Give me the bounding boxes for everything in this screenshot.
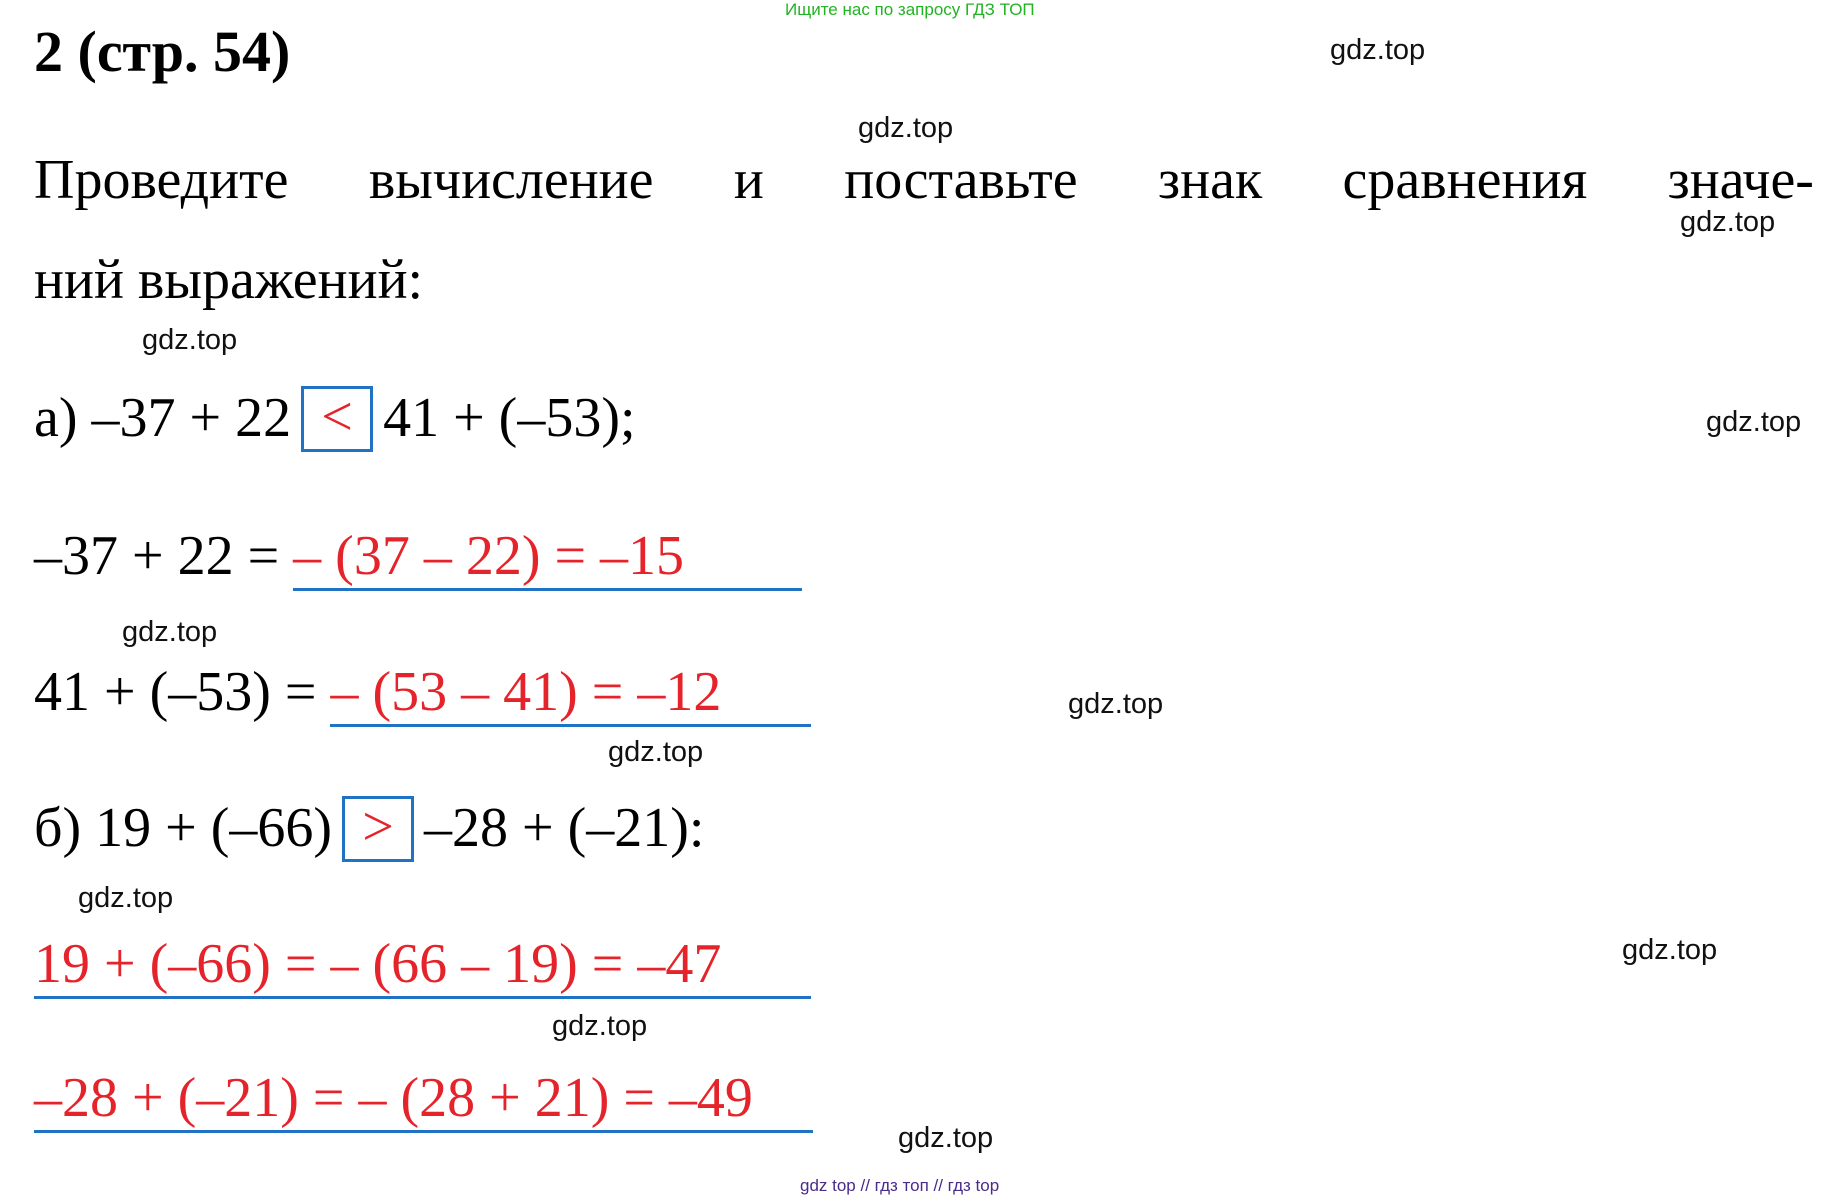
watermark: gdz.top: [552, 1010, 648, 1042]
part-b-calc-2: [34, 1066, 813, 1133]
task-line-2: ний выражений:: [34, 249, 424, 311]
part-a-statement: [34, 386, 636, 456]
watermark: gdz.top: [1680, 206, 1776, 238]
task-word: Проведите: [34, 149, 289, 211]
calc-lhs: 41 + (–53) =: [34, 661, 331, 723]
part-a-right: 41 + (–53);: [383, 387, 636, 449]
part-a-calc-2: [34, 660, 811, 727]
task-word: знак: [1158, 149, 1263, 211]
calc-answer: 19 + (–66) = – (66 – 19) = –47: [34, 932, 721, 999]
part-b-statement: [34, 796, 704, 866]
watermark: gdz.top: [78, 882, 174, 914]
calc-answer: – (53 – 41) = –12: [330, 660, 721, 727]
calc-lhs: –37 + 22 =: [34, 525, 294, 587]
calc-answer: –28 + (–21) = – (28 + 21) = –49: [34, 1066, 753, 1133]
part-a-left: а) –37 + 22: [34, 387, 292, 449]
task-word: значе-: [1667, 149, 1814, 211]
task-word: сравнения: [1342, 149, 1588, 211]
footer-links: gdz top // гдз топ // гдз top: [800, 1176, 1000, 1195]
part-b-calc-1: [34, 932, 811, 999]
watermark: gdz.top: [122, 616, 218, 648]
answer-line: [721, 668, 811, 727]
watermark: gdz.top: [1068, 688, 1164, 720]
task-word: поставьте: [844, 149, 1078, 211]
part-b-left: б) 19 + (–66): [34, 797, 333, 859]
answer-line: [721, 940, 811, 999]
task-word: вычисление: [368, 149, 654, 211]
comparison-sign-box: >: [342, 796, 414, 862]
task-word: и: [733, 149, 764, 211]
answer-line: [684, 532, 802, 591]
part-a-calc-1: [34, 524, 802, 591]
watermark: gdz.top: [858, 112, 954, 144]
page-title: 2 (стр. 54): [34, 19, 291, 84]
watermark: gdz.top: [608, 736, 704, 768]
top-note: Ищите нас по запросу ГДЗ ТОП: [785, 0, 1035, 19]
watermark: gdz.top: [1622, 934, 1718, 966]
task-line-1: [34, 148, 1814, 212]
answer-line: [753, 1074, 813, 1133]
calc-answer: – (37 – 22) = –15: [293, 524, 684, 591]
watermark: gdz.top: [898, 1122, 994, 1154]
watermark: gdz.top: [1330, 34, 1426, 66]
watermark: gdz.top: [142, 324, 238, 356]
watermark: gdz.top: [1706, 406, 1802, 438]
comparison-sign-box: <: [301, 386, 373, 452]
part-b-right: –28 + (–21):: [424, 797, 705, 859]
